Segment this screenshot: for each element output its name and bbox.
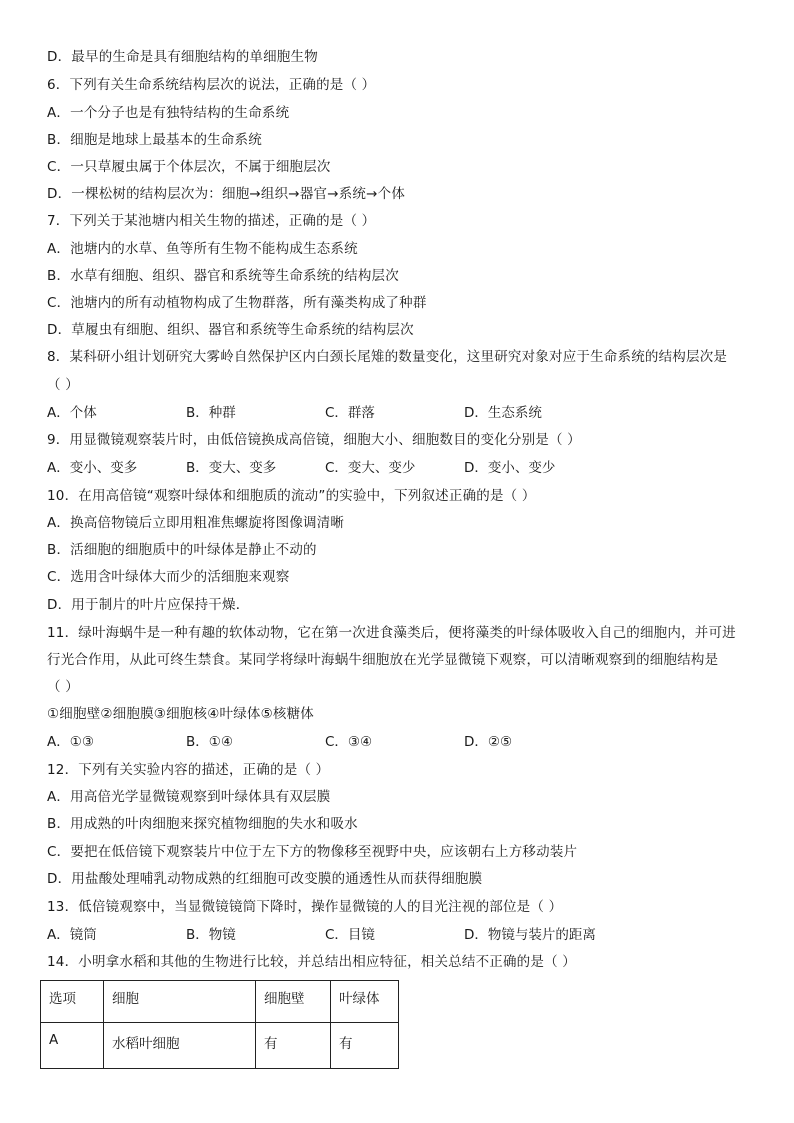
option-a: A．个体 — [47, 405, 97, 421]
option-d: D．②⑤ — [464, 734, 513, 750]
option-b: B．变大、变多 — [186, 460, 277, 476]
option-a: A．变小、变多 — [47, 460, 138, 476]
option-b: B．种群 — [186, 405, 236, 421]
table-cell: A — [41, 1023, 104, 1069]
question-7-stem: 7．下列关于某池塘内相关生物的描述，正确的是（ ） — [47, 213, 376, 229]
question-11-stem: 11．绿叶海蜗牛是一种有趣的软体动物，它在第一次进食藻类后，便将藻类的叶绿体吸收入自己的细胞内，并可进 — [47, 625, 736, 641]
text-line: （ ） — [47, 377, 79, 393]
comparison-table — [40, 980, 399, 1069]
option-b: B．物镜 — [186, 927, 236, 943]
table-header-row — [41, 981, 399, 1023]
question-8-stem: 8．某科研小组计划研究大雾岭自然保护区内白颈长尾雉的数量变化，这里研究对象对应于生命系统的结构层次是 — [47, 349, 728, 365]
text-line: C．选用含叶绿体大而少的活细胞来观察 — [47, 569, 290, 585]
text-line: （ ） — [47, 679, 79, 695]
option-a: A．镜筒 — [47, 927, 97, 943]
table-header: 选项 — [41, 981, 104, 1023]
text-line: B．细胞是地球上最基本的生命系统 — [47, 132, 262, 148]
option-c: C．③④ — [325, 734, 373, 750]
table-cell: 水稻叶细胞 — [104, 1023, 256, 1069]
option-c: C．变大、变少 — [325, 460, 416, 476]
table-cell: 有 — [331, 1023, 399, 1069]
question-10-stem: 10．在用高倍镜“观察叶绿体和细胞质的流动”的实验中，下列叙述正确的是（ ） — [47, 488, 536, 504]
table-header: 细胞壁 — [256, 981, 331, 1023]
text-line: D．用于制片的叶片应保持干燥． — [47, 597, 250, 613]
text-line: A．一个分子也是有独特结构的生命系统 — [47, 105, 290, 121]
text-line: B．水草有细胞、组织、器官和系统等生命系统的结构层次 — [47, 268, 399, 284]
question-13-stem: 13．低倍镜观察中，当显微镜镜筒下降时，操作显微镜的人的目光注视的部位是（ ） — [47, 899, 563, 915]
text-line: A．池塘内的水草、鱼等所有生物不能构成生态系统 — [47, 241, 358, 257]
text-line: C．要把在低倍镜下观察装片中位于左下方的物像移至视野中央，应该朝右上方移动装片 — [47, 844, 578, 860]
text-line: ①细胞壁②细胞膜③细胞核④叶绿体⑤核糖体 — [47, 706, 315, 722]
option-a: A．①③ — [47, 734, 94, 750]
question-6-stem: 6．下列有关生命系统结构层次的说法，正确的是（ ） — [47, 77, 376, 93]
option-d: D．生态系统 — [464, 405, 542, 421]
option-c: C．群落 — [325, 405, 375, 421]
text-line: A．用高倍光学显微镜观察到叶绿体具有双层膜 — [47, 789, 331, 805]
option-c: C．目镜 — [325, 927, 375, 943]
option-b: B．①④ — [186, 734, 233, 750]
text-line: A．换高倍物镜后立即用粗准焦螺旋将图像调清晰 — [47, 515, 345, 531]
text-line: C．一只草履虫属于个体层次，不属于细胞层次 — [47, 159, 331, 175]
text-line: D．一棵松树的结构层次为：细胞→组织→器官→系统→个体 — [47, 186, 406, 202]
option-d: D．变小、变少 — [464, 460, 556, 476]
text-line: B．活细胞的细胞质中的叶绿体是静止不动的 — [47, 542, 317, 558]
table-header: 细胞 — [104, 981, 256, 1023]
text-line: D．最早的生命是具有细胞结构的单细胞生物 — [47, 49, 318, 65]
text-line: 行光合作用，从此可终生禁食。某同学将绿叶海蜗牛细胞放在光学显微镜下观察，可以清晰观察到的细胞结构是 — [47, 652, 719, 668]
question-14-stem: 14．小明拿水稻和其他的生物进行比较，并总结出相应特征，相关总结不正确的是（ ） — [47, 954, 576, 970]
table-header: 叶绿体 — [331, 981, 399, 1023]
option-d: D．物镜与装片的距离 — [464, 927, 596, 943]
text-line: C．池塘内的所有动植物构成了生物群落，所有藻类构成了种群 — [47, 295, 427, 311]
text-line: B．用成熟的叶肉细胞来探究植物细胞的失水和吸水 — [47, 816, 358, 832]
text-line: D．草履虫有细胞、组织、器官和系统等生命系统的结构层次 — [47, 322, 414, 338]
question-12-stem: 12．下列有关实验内容的描述，正确的是（ ） — [47, 762, 330, 778]
question-9-stem: 9．用显微镜观察装片时，由低倍镜换成高倍镜，细胞大小、细胞数目的变化分别是（ ） — [47, 432, 581, 448]
table-row — [41, 1023, 399, 1069]
text-line: D．用盐酸处理哺乳动物成熟的红细胞可改变膜的通透性从而获得细胞膜 — [47, 871, 483, 887]
table-cell: 有 — [256, 1023, 331, 1069]
